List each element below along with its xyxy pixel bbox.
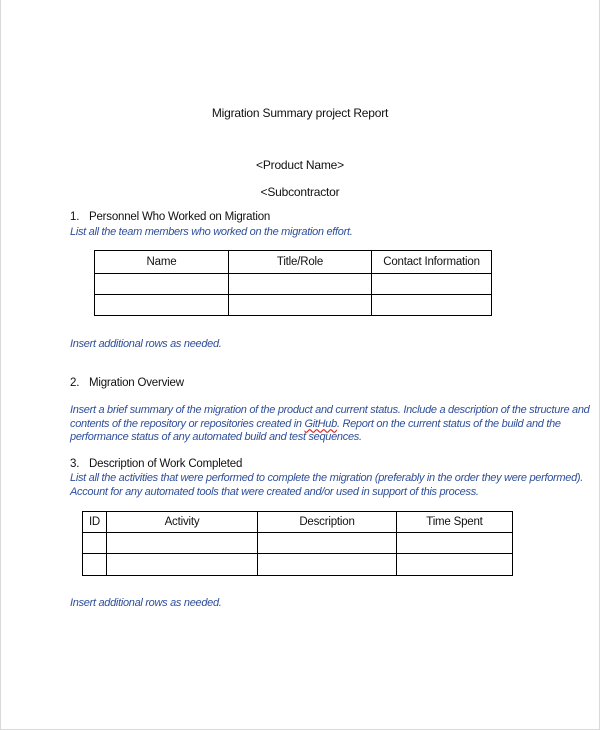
section1-title: Personnel Who Worked on Migration [89,211,271,223]
work-table-header [83,512,513,533]
section3-number: 3. [70,458,80,470]
product-name: <Product Name> [256,158,344,172]
table-row [95,274,492,295]
section3-footnote: Insert additional rows as needed. [70,597,222,609]
column-header-id: ID [83,512,107,533]
table-cell[interactable] [372,274,492,295]
column-header-name: Name [95,251,229,274]
column-header-activity: Activity [107,512,258,533]
table-cell[interactable] [107,554,258,576]
table-cell[interactable] [229,295,372,316]
table-cell[interactable] [229,274,372,295]
table-cell[interactable] [83,533,107,554]
section2-instruction-line2a: contents of the repository or repositories created in [70,417,305,430]
table-cell[interactable] [95,274,229,295]
section3-title: Description of Work Completed [89,458,243,470]
table-cell[interactable] [95,295,229,316]
table-row [83,533,513,554]
column-header-description: Description [258,512,397,533]
section1-number: 1. [70,211,80,223]
table-row [95,295,492,316]
section1-footnote: Insert additional rows as needed. [70,338,222,350]
work-completed-table [82,511,513,576]
table-cell[interactable] [258,554,397,576]
section2-instruction-line2b: . Report on the current status of the build and the [336,417,561,430]
section3-instruction-line1: List all the activities that were performed to complete the migration (preferably in the order they were performed). [70,472,584,484]
section1-heading [70,211,270,223]
table-row [83,554,513,576]
section2-instruction-line3: performance status of any automated build and test sequences. [70,431,362,443]
section3-heading [70,458,242,470]
table-cell[interactable] [397,533,513,554]
table-cell[interactable] [83,554,107,576]
section2-number: 2. [70,377,80,389]
section2-instruction-line1: Insert a brief summary of the migration of the product and current status. Include a description of the structure and [70,404,590,416]
personnel-table-header [95,251,492,274]
column-header-time-spent: Time Spent [397,512,513,533]
column-header-title-role: Title/Role [229,251,372,274]
table-cell[interactable] [372,295,492,316]
section3-instruction-line2: Account for any automated tools that were created and/or used in support of this process. [70,485,479,498]
subcontractor: <Subcontractor [260,185,340,199]
table-cell[interactable] [107,533,258,554]
section2-instruction-line2 [70,418,589,432]
document-title: Migration Summary project Report [211,106,389,120]
section2-heading [70,377,184,389]
section3-instruction [70,472,583,499]
personnel-table [94,250,492,316]
column-header-contact: Contact Information [372,251,492,274]
section2-instruction [70,404,589,445]
github-word: GitHub [304,417,337,430]
table-cell[interactable] [258,533,397,554]
section2-title: Migration Overview [89,377,184,389]
section1-instruction: List all the team members who worked on the migration effort. [70,226,353,238]
table-cell[interactable] [397,554,513,576]
